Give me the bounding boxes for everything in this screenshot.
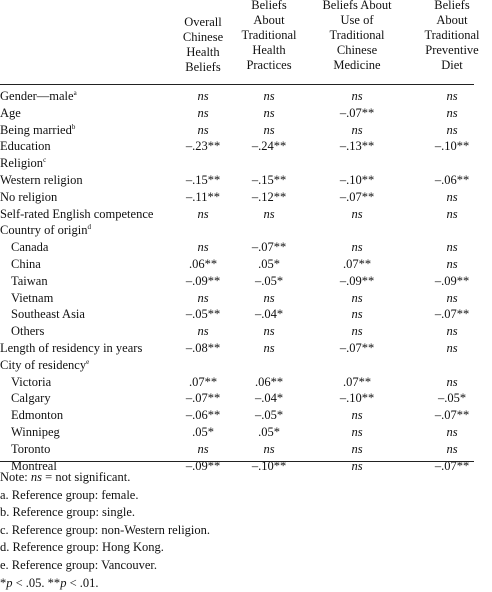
table-cell: ns xyxy=(351,408,363,423)
table-cell: –.09** xyxy=(185,273,221,288)
table-cell: –.05* xyxy=(437,391,467,406)
table-cell: ns xyxy=(446,105,458,120)
row-label-text: No religion xyxy=(0,189,58,204)
table-cell: ns xyxy=(197,105,209,120)
table-cell: ns xyxy=(446,206,458,221)
column-header-line: Health xyxy=(186,45,220,59)
table-cell: ns xyxy=(446,374,458,389)
footnote-marker: d xyxy=(87,223,91,232)
table-cell: ns xyxy=(446,290,458,305)
table-cell: –.07** xyxy=(339,341,375,355)
note-d: d. Reference group: Hong Kong. xyxy=(0,540,164,555)
table-cell: –.07** xyxy=(434,307,470,322)
table-cell: –.11** xyxy=(186,189,220,204)
table-row xyxy=(0,206,474,223)
table-cell: –.13** xyxy=(339,139,375,154)
table-cell: ns xyxy=(197,441,209,456)
table-cell: ns xyxy=(351,89,363,103)
column-header-line: Overall xyxy=(184,15,222,29)
table-cell: .07** xyxy=(342,257,372,271)
table-cell: –.10** xyxy=(339,173,375,187)
row-label xyxy=(11,390,51,407)
table-cell: ns xyxy=(197,240,209,255)
row-label-text: Age xyxy=(0,105,21,120)
table-cell: –.08** xyxy=(185,341,221,355)
note-e: e. Reference group: Vancouver. xyxy=(0,557,157,572)
table-cell: –.05** xyxy=(185,307,221,322)
row-label xyxy=(11,290,53,307)
table-cell: ns xyxy=(446,89,458,103)
column-header-line: Beliefs xyxy=(185,60,221,74)
table-cell: ns xyxy=(351,324,363,339)
table-cell: –.04* xyxy=(254,307,284,322)
row-label-text: Winnipeg xyxy=(11,425,60,439)
bottom-rule xyxy=(0,461,474,462)
table-cell: ns xyxy=(197,122,209,137)
column-header-line: About xyxy=(253,13,285,27)
table-cell: ns xyxy=(351,441,363,456)
table-cell: .07** xyxy=(188,374,218,389)
table-row xyxy=(0,273,474,290)
table-row xyxy=(0,357,474,374)
table-cell: ns xyxy=(351,458,363,473)
table-row xyxy=(0,222,474,239)
table-row xyxy=(0,155,474,172)
table-cell: ns xyxy=(263,105,275,120)
column-header-line: Traditional xyxy=(424,28,480,42)
table-cell: –.09** xyxy=(185,458,221,473)
row-label-text: Victoria xyxy=(11,374,52,389)
table-cell: –.15** xyxy=(185,173,221,187)
row-label-text: City of residency xyxy=(0,357,87,372)
row-label-text: Canada xyxy=(11,240,49,255)
table-cell: ns xyxy=(197,89,209,103)
table-row xyxy=(0,105,474,122)
header-rule xyxy=(0,84,474,85)
column-header-line: Traditional xyxy=(241,28,297,42)
note-ns: Note: ns = not significant. xyxy=(0,470,131,484)
table-row xyxy=(0,239,474,256)
row-label xyxy=(0,105,21,122)
row-label xyxy=(0,189,57,206)
table-row xyxy=(0,424,474,441)
table-row xyxy=(0,374,474,391)
row-label-text: Toronto xyxy=(11,441,51,456)
table-row xyxy=(0,138,474,155)
table-cell: .05* xyxy=(258,425,280,439)
row-label xyxy=(0,155,46,172)
table-cell: –.12** xyxy=(251,189,287,204)
column-header-preventive-diet xyxy=(412,0,492,73)
row-label xyxy=(0,88,77,105)
table-cell: –.05* xyxy=(254,273,284,288)
column-header-line: Traditional xyxy=(329,28,385,42)
note-significance: *p < .05. **p < .01. xyxy=(0,575,99,590)
column-header-line: Medicine xyxy=(333,58,381,72)
table-cell: ns xyxy=(446,441,458,456)
column-header-line: Beliefs xyxy=(434,0,470,12)
table-cell: –.07** xyxy=(339,189,375,204)
column-header-line: Beliefs xyxy=(251,0,287,12)
row-label xyxy=(0,340,142,357)
table-cell: ns xyxy=(263,324,275,339)
table-cell: .07** xyxy=(342,374,372,389)
table-cell: –.24** xyxy=(251,139,287,154)
table-notes xyxy=(0,469,210,592)
column-header-traditional-practices xyxy=(229,0,309,73)
table-cell: –.15** xyxy=(251,173,287,187)
table-cell: ns xyxy=(197,324,209,339)
table-row xyxy=(0,189,474,206)
table-cell: ns xyxy=(351,122,363,137)
note-b: b. Reference group: single. xyxy=(0,505,136,520)
footnote-marker: b xyxy=(71,122,76,131)
table-cell: –.07** xyxy=(185,391,221,406)
table-row xyxy=(0,390,474,407)
column-header-line: Health xyxy=(252,43,286,57)
table-cell: ns xyxy=(446,122,458,137)
table-cell: –.07** xyxy=(434,458,470,473)
column-header-chinese-medicine xyxy=(307,0,407,73)
note-c: c. Reference group: non-Western religion. xyxy=(0,522,211,537)
note-a: a. Reference group: female. xyxy=(0,487,139,502)
table-row xyxy=(0,441,474,458)
row-label-text: Taiwan xyxy=(11,273,48,288)
table-cell: ns xyxy=(351,290,363,305)
table-cell: –.06** xyxy=(434,173,470,187)
table-cell: ns xyxy=(263,206,275,221)
row-label xyxy=(0,357,89,374)
table-cell: –.10** xyxy=(339,391,375,406)
column-header-line: Beliefs About xyxy=(322,0,392,12)
table-cell: –.07** xyxy=(339,105,375,120)
table-cell: –.06** xyxy=(185,408,221,423)
table-cell: ns xyxy=(351,425,363,439)
table-cell: –.10** xyxy=(434,139,470,154)
table-cell: ns xyxy=(351,206,363,221)
row-label-text: Southeast Asia xyxy=(11,307,85,322)
row-label xyxy=(0,222,91,239)
table-cell: ns xyxy=(263,441,275,456)
table-row xyxy=(0,256,474,273)
row-label xyxy=(0,172,83,189)
table-cell: –.09** xyxy=(339,273,375,288)
table-cell: ns xyxy=(446,240,458,255)
table-cell: ns xyxy=(263,341,275,355)
table-row xyxy=(0,88,474,105)
table-cell: ns xyxy=(446,341,458,355)
row-label xyxy=(11,441,50,458)
column-header-line: Use of xyxy=(340,13,374,27)
column-header-line: Preventive xyxy=(425,43,479,57)
footnote-marker: a xyxy=(73,88,77,97)
table-cell: –.10** xyxy=(251,458,287,473)
table-cell: –.23** xyxy=(185,139,221,154)
table-row xyxy=(0,407,474,424)
table-cell: ns xyxy=(263,89,275,103)
row-label-text: Religion xyxy=(0,156,44,171)
row-label-text: Country of origin xyxy=(0,223,88,238)
column-header-line: Chinese xyxy=(336,43,378,57)
table-row xyxy=(0,323,474,340)
row-label-text: Length of residency in years xyxy=(0,341,143,355)
table-cell: ns xyxy=(446,189,458,204)
row-label xyxy=(0,122,75,139)
table-cell: ns xyxy=(263,290,275,305)
table-cell: .06** xyxy=(254,374,284,389)
row-label xyxy=(11,323,44,340)
table-row xyxy=(0,340,474,357)
row-label-text: Others xyxy=(11,324,45,339)
table-cell: ns xyxy=(263,122,275,137)
table-cell: .05* xyxy=(192,425,214,439)
row-label-text: Calgary xyxy=(11,391,51,406)
row-label xyxy=(11,374,51,391)
table-cell: –.07** xyxy=(251,240,287,255)
row-label-text: Education xyxy=(0,139,51,154)
footnote-marker: e xyxy=(86,357,90,366)
row-label xyxy=(11,424,60,441)
column-header-line: Chinese xyxy=(182,30,224,44)
row-label-text: Edmonton xyxy=(11,408,64,423)
table-cell: .06** xyxy=(188,257,218,271)
table-row xyxy=(0,122,474,139)
row-label xyxy=(11,256,41,273)
row-label-text: Gender—male xyxy=(0,89,74,103)
column-header-line: Diet xyxy=(441,58,463,72)
row-label xyxy=(11,273,48,290)
table-cell: ns xyxy=(351,307,363,322)
table-cell: –.07** xyxy=(434,408,470,423)
table-cell: ns xyxy=(197,206,209,221)
footnote-marker: c xyxy=(43,156,47,165)
column-header-line: About xyxy=(436,13,468,27)
table-row xyxy=(0,290,474,307)
table-cell: ns xyxy=(197,290,209,305)
row-label xyxy=(11,306,85,323)
table-cell: –.04* xyxy=(254,391,284,406)
column-header-line: Practices xyxy=(246,58,292,72)
row-label-text: Being married xyxy=(0,122,72,137)
row-label-text: China xyxy=(11,257,41,271)
row-label-text: Western religion xyxy=(0,173,83,187)
row-label xyxy=(0,206,153,223)
table-cell: ns xyxy=(446,257,458,271)
table-cell: ns xyxy=(446,425,458,439)
row-label-text: Montreal xyxy=(11,458,57,473)
table-cell: –.09** xyxy=(434,273,470,288)
table-cell: ns xyxy=(351,240,363,255)
row-label-text: Self-rated English competence xyxy=(0,206,154,221)
row-label-text: Vietnam xyxy=(11,290,54,305)
table-cell: –.05* xyxy=(254,408,284,423)
table-cell: .05* xyxy=(258,257,280,271)
row-label xyxy=(11,239,48,256)
row-label xyxy=(0,138,51,155)
table-cell: ns xyxy=(446,324,458,339)
row-label xyxy=(11,407,63,424)
table-row xyxy=(0,306,474,323)
table-row xyxy=(0,172,474,189)
